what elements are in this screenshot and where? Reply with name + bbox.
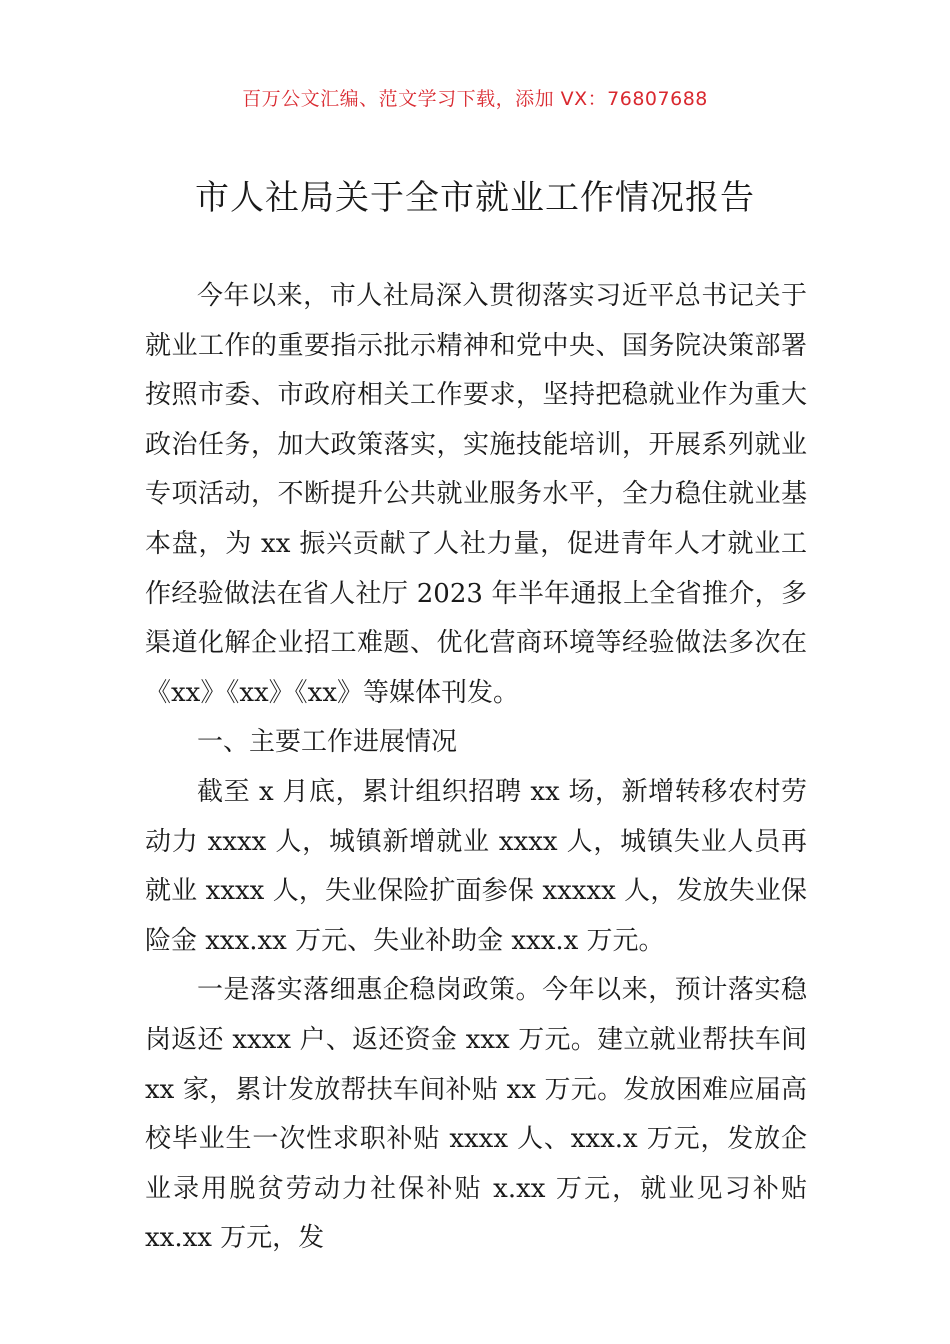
document-title: 市人社局关于全市就业工作情况报告: [195, 178, 755, 218]
watermark-header: 百万公文汇编、范文学习下载，添加 VX：76807688: [242, 88, 708, 110]
section-heading: 一、主要工作进展情况: [197, 727, 458, 758]
paragraph-intro: 今年以来，市人社局深入贯彻落实习近平总书记关于就业工作的重要指示批示精神和党中央、国务院决策部署按照市委、市政府相关工作要求，坚持把稳就业作为重大政治任务，加大政策落实，实施技能培训，开展系列就业专项活动，不断提升公共就业服务水平，全力稳住就业基本盘，为 xx 振兴贡献了人社力量，促进青年人才就业工作经验做法在省人社厅 2023 年半年通报上全省推介，多渠道化解企业招工难题、优化营商环境等经验做法多次在《xx》《xx》《xx》等媒体刊发。: [145, 281, 807, 708]
paragraph-policy: 一是落实落细惠企稳岗政策。今年以来，预计落实稳岗返还 xxxx 户、返还资金 xxx 万元。建立就业帮扶车间 xx 家，累计发放帮扶车间补贴 xx 万元。发放困难应届高校毕业生一次性求职补贴 xxxx 人、xxx.x 万元，发放企业录用脱贫劳动力社保补贴 x.xx 万元，就业见习补贴 xx.xx 万元，发: [145, 975, 807, 1254]
paragraph-statistics: 截至 x 月底，累计组织招聘 xx 场，新增转移农村劳动力 xxxx 人，城镇新增就业 xxxx 人，城镇失业人员再就业 xxxx 人，失业保险扩面参保 xxxxx 人，发放失业保险金 xxx.xx 万元、失业补助金 xxx.x 万元。: [145, 776, 807, 956]
document-body: [145, 272, 807, 1264]
